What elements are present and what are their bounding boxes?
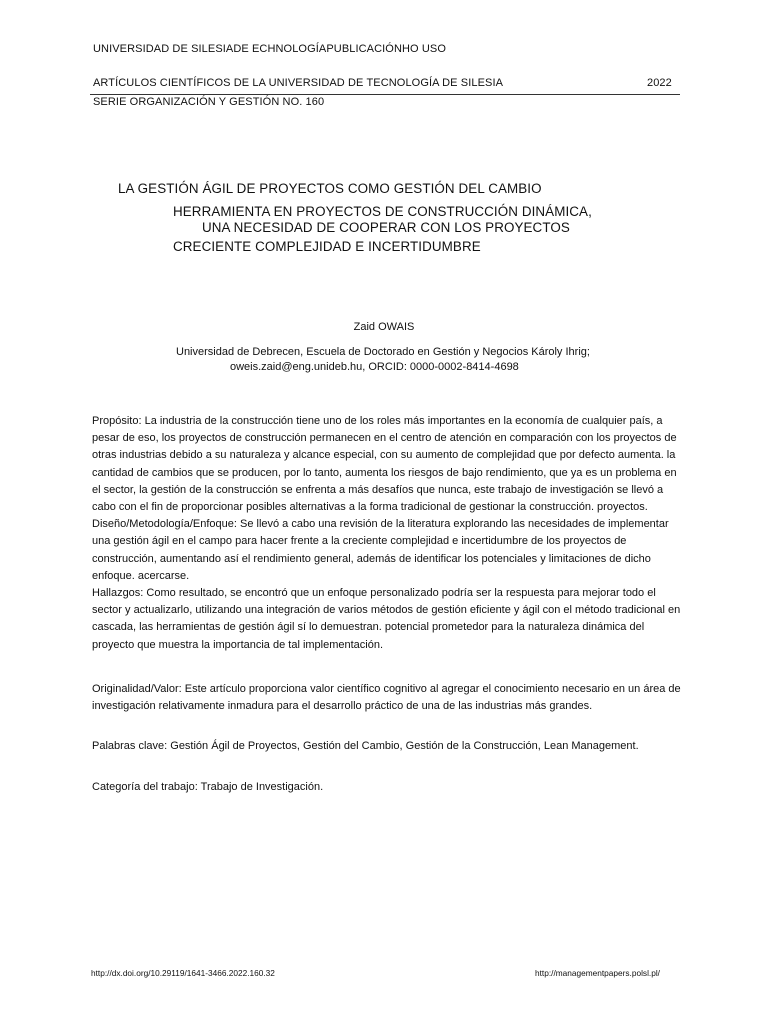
- author-affiliation: Universidad de Debrecen, Escuela de Doctorado en Gestión y Negocios Károly Ihrig;: [176, 346, 590, 358]
- journal-title: ARTÍCULOS CIENTÍFICOS DE LA UNIVERSIDAD DE TECNOLOGÍA DE SILESIA: [93, 77, 504, 89]
- doi-link[interactable]: http://dx.doi.org/10.29119/1641-3466.2022.160.32: [91, 968, 275, 978]
- site-link[interactable]: http://managementpapers.polsl.pl/: [535, 968, 660, 978]
- paper-title-line-3: UNA NECESIDAD DE COOPERAR CON LOS PROYECTOS: [202, 220, 570, 235]
- series-line: SERIE ORGANIZACIÓN Y GESTIÓN NO. 160: [93, 96, 325, 108]
- paper-category: Categoría del trabajo: Trabajo de Investigación.: [92, 781, 324, 793]
- author-name: Zaid OWAIS: [353, 321, 415, 333]
- category-block: [92, 779, 684, 796]
- abstract-originality: Originalidad/Valor: Este artículo proporciona valor científico cognitivo al agregar el conocimiento necesario en un área de investigación relativamente inmadura para el desarrollo práctico de una de las industrias más grandes.: [92, 683, 681, 713]
- author-contact: oweis.zaid@eng.unideb.hu, ORCID: 0000-0002-8414-4698: [230, 361, 519, 373]
- university-header: UNIVERSIDAD DE SILESIADE ECHNOLOGÍAPUBLICACIÓNHO USO: [93, 43, 446, 55]
- abstract-main: [92, 413, 684, 654]
- abstract-design: Diseño/Metodología/Enfoque: Se llevó a cabo una revisión de la literatura explorando las necesidades de implementar una gestión ágil en el campo para hacer frente a la creciente complejidad e incertidumbre de los proyectos de construcción, aumentando así el rendimiento general, además de identificar los potenciales y limitaciones de dicho enfoque. acercarse.: [92, 518, 669, 582]
- header-rule: [90, 94, 680, 95]
- keywords: Palabras clave: Gestión Ágil de Proyectos, Gestión del Cambio, Gestión de la Construcción, Lean Management.: [92, 740, 639, 752]
- paper-title-line-2: HERRAMIENTA EN PROYECTOS DE CONSTRUCCIÓN DINÁMICA,: [173, 204, 592, 219]
- journal-year: 2022: [647, 77, 672, 89]
- paper-title-line-1: LA GESTIÓN ÁGIL DE PROYECTOS COMO GESTIÓN DEL CAMBIO: [118, 181, 542, 196]
- paper-title-line-4: CRECIENTE COMPLEJIDAD E INCERTIDUMBRE: [173, 239, 481, 254]
- abstract-findings: Hallazgos: Como resultado, se encontró que un enfoque personalizado podría ser la respuesta para mejorar todo el sector y actualizarlo, utilizando una integración de varios métodos de gestión eficiente y ágil con el método tradicional en cascada, las herramientas de gestión ágil sí lo demuestran. potencial prometedor para la naturaleza dinámica del proyecto que muestra la importancia de tal implementación.: [92, 587, 681, 651]
- abstract-purpose: Propósito: La industria de la construcción tiene uno de los roles más importantes en la economía de cualquier país, a pesar de eso, los proyectos de construcción permanecen en el centro de atención en comparación con los proyectos de otras industrias debido a su naturaleza y alcance especial, con su aumento de complejidad que por defecto aumenta. la cantidad de cambios que se producen, por lo tanto, aumenta los riesgos de bajo rendimiento, que ya es un problema en el sector, la gestión de la construcción se enfrenta a más desafíos que nunca, este trabajo de investigación se llevó a cabo con el fin de proporcionar posibles alternativas a la forma tradicional de gestionar la construcción. proyectos.: [92, 415, 677, 514]
- keywords-block: [92, 738, 684, 755]
- abstract-originality-block: [92, 681, 684, 715]
